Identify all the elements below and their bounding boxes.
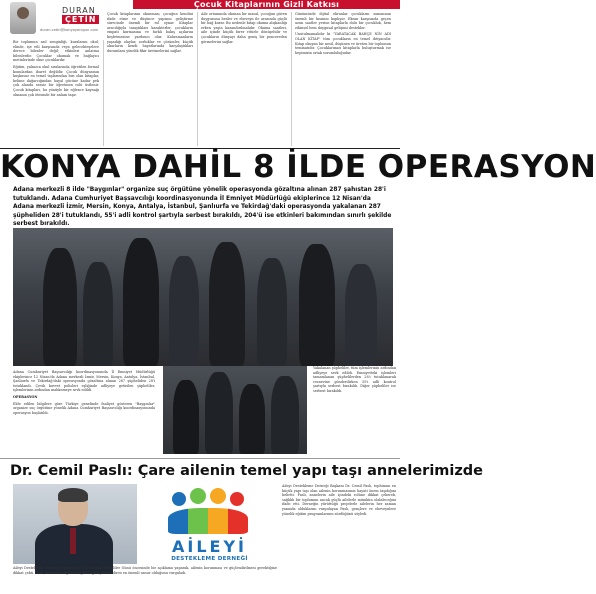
column-body: Aile ortamında okunan bir masal, çocuğun güven duygusunu besler ve ebeveyn ile arasında güçlü bir bağ kurar. Bu nedenle kitap okuma alışkanlığı erken yaşta kazandırılmalıdır. Okuma saatleri, aile içinde küçük birer ritüele dönüşebilir ve çocukların dünyayı daha geniş bir pencereden görmelerini sağlar. bbox=[201, 12, 287, 44]
portrait-hair bbox=[58, 488, 88, 502]
article-column-2 bbox=[107, 12, 193, 146]
main-lead: Adana merkezli 8 ilde "Baygınlar" organize suç örgütüne yönelik operasyonda gözaltına alınan 287 şahıstan 28'i tutuklandı. Adana Cumhuriyet Başsavcılığı koordinasyonunda İl Emniyet Müdürlüğü ekiplerince 12 Nisan'da Adana merkezli İzmir, Mersin, Konya, Antalya, İstanbul, Şanlıurfa ve Tekirdağ'daki operasyonda yakalanan 287 şüpheliden 28'i tutuklandı, 55'i adli kontrol şartıyla serbest bırakıldı, 204'ü ise etkinleri bakımından sınırlı şekilde serbest bırakıldı. bbox=[13, 187, 392, 228]
portrait-tie bbox=[70, 528, 76, 554]
story-divider bbox=[0, 458, 400, 459]
columnist-first-name: DURAN bbox=[62, 6, 96, 15]
columnist-avatar bbox=[10, 2, 36, 34]
main-photo bbox=[13, 228, 393, 366]
photo-figure bbox=[169, 256, 199, 366]
news-paragraph: Aileyi Destekleme Derneği Başkanı Dr. Cemil Paslı, toplumun en küçük yapı taşı olan ailenin korunmasının hayati önem taşıdığını belirtti. Paslı, annelerin aile içindeki rolüne dikkat çekerek, sağlıklı bir toplumun ancak güçlü ailelerle mümkün olabileceğini ifade etti. Derneğin yürüttüğü projelerle ailelerin her zaman yanında olduklarını vurgulayan Paslı, gençlere ve ebeveynlere yönelik eğitim programlarının sürdüğünü söyledi. bbox=[282, 484, 396, 516]
logo-figure-icon bbox=[190, 488, 206, 504]
second-story-body-right bbox=[282, 484, 396, 592]
second-story-title[interactable]: Dr. Cemil Paslı: Çare ailenin temel yapı taşı annelerimizde bbox=[10, 463, 484, 479]
portrait-photo bbox=[13, 484, 137, 564]
photo-figure bbox=[205, 372, 233, 454]
section-banner: Çocuk Kitaplarının Gizli Katkısı bbox=[133, 0, 400, 9]
article-column-3 bbox=[201, 12, 287, 146]
main-headline[interactable]: KONYA DAHİL 8 İLDE OPERASYON bbox=[0, 149, 596, 185]
columnist-email[interactable]: duran.cetin@konyayenigun.com bbox=[40, 28, 99, 32]
logo-figure-icon bbox=[172, 492, 186, 506]
photo-figure bbox=[239, 384, 265, 454]
news-paragraph: Yakalanan şüpheliler, tüm işlemlerinin ardından adliyeye sevk edildi. Emniyetteki işlemleri tamamlanan şüphelilerden 28'i tutuklanarak cezaevine gönderilirken 55'i adli kontrol şartıyla serbest bırakıldı. Diğer şüpheliler ise serbest bırakıldı. bbox=[313, 366, 396, 393]
photo-figure bbox=[209, 242, 245, 366]
photo-figure bbox=[271, 376, 299, 454]
news-body-left bbox=[13, 370, 155, 456]
inset-photo bbox=[163, 366, 307, 454]
news-paragraph: Aileyi Destekleme Derneği Başkanı Dr. Cemil Paslı Sevgililer Günü öncesinde bir açıklama yaparak, ailenin korunması ve güçlendirilmesi gerektiğine dikkat çekti. Paslı, annelerin toplumun geleceğini şekillendiren en önemli unsur olduğunu vurguladı. bbox=[13, 566, 277, 575]
logo-subtitle: DESTEKLEME DERNEĞİ bbox=[171, 556, 248, 562]
column-divider bbox=[197, 12, 198, 146]
logo-bodies-icon bbox=[168, 508, 248, 534]
logo-figure-icon bbox=[210, 488, 226, 504]
column-body: Çocuk kitaplarının okunması, çocuğun kendini ifade etme ve düşünce yapısını geliştirme sürecinde önemli bir rol oynar. Kitaplar aracılığıyla tanıştıkları karakterler, çocukların empati kurmasına ve farklı bakış açılarını keşfetmesine yardımcı olur. Kahramanların yaşadığı olaylar, zorluklar ve çözümler, küçük okurların kendi hayatlarında karşılaştıkları durumlara yönelik fikir üretmelerini sağlar. bbox=[107, 12, 193, 53]
photo-figure bbox=[83, 262, 113, 366]
photo-figure bbox=[257, 258, 287, 366]
column-divider bbox=[291, 12, 292, 146]
photo-figure bbox=[173, 380, 199, 454]
article-column-4 bbox=[295, 12, 391, 146]
photo-figure bbox=[345, 264, 377, 366]
column-body: Eğitim, yalnızca okul sıralarında öğretilen formal konulardan ibaret değildir. Çocuk dünyasının kuşkusuz en temel taşlarından biri olan kitaplar, kelime dağarcığından hayal gücüne kadar pek çok alanda sessiz bir öğretmen rolü üstlenir. Çocuk kitapları, bu yönüyle bir eğlence kaynağı olmanın çok ötesinde bir anlam taşır. bbox=[13, 64, 99, 97]
column-intro: Bir toplumun asıl zenginliği, kuralarını okul; elinde, işe etli karşısında veya gelecekteşelere derece bilenler değil; etkinleri anlatma bilenlerdir. Çocuklar okumak ve bağlayıcı metinlerinde okur çocuklardır. bbox=[13, 40, 99, 63]
column-body: Günümüzde dijital ekranlar çocukların zamanının önemli bir kısmını kaplıyor. Ekran karşısında geçen uzun saatler yerine kitaplarla dolu bir çocukluk, hem zihinsel hem duygusal gelişimi destekler. bbox=[295, 12, 391, 30]
photo-figure bbox=[43, 248, 77, 366]
column-highlight: Unutulmamalıdır ki "YARATACAK BAHÇE NİN ADI OLAN KİTAP" tüm çocukların en temel ihtiyacıdır. Kitap okuyan bir nesil, düşünen ve üreten bir toplumun teminatıdır. Çocuklarımızı kitaplarla buluşturmak ise hepimizin ortak sorumluluğudur. bbox=[295, 32, 391, 55]
columnist-last-name: ÇETİN bbox=[62, 15, 99, 24]
photo-figure bbox=[299, 244, 335, 366]
photo-figure bbox=[123, 238, 159, 366]
logo-figure-icon bbox=[230, 492, 244, 506]
logo-wordmark: AİLEYİ bbox=[172, 537, 247, 556]
news-subhead: OPERASYON bbox=[13, 394, 38, 399]
news-paragraph: Adana Cumhuriyet Başsavcılığı koordinasyonunda İl Emniyet Müdürlüğü ekiplerince 12 Nisan'da Adana merkezli İzmir, Mersin, Konya, Antalya, İstanbul, Şanlıurfa ve Tekirdağ'daki operasyonda gözaltına alınan 287 şüpheliden 28'i tutuklandı. Çevik kuvvet polisleri eşliğinde adliyeye getirilen şüpheliler, işlemlerinin ardından mahkemeye sevk edildi. bbox=[13, 370, 155, 393]
article-column-1 bbox=[13, 40, 99, 146]
column-divider bbox=[103, 40, 104, 146]
news-paragraph: Elde edilen bilgilere göre Türkiye genelinde faaliyet gösteren "Baygınlar" organize suç örgütüne yönelik Adana Cumhuriyet Başsavcılığı koordinasyonunda operasyon başlatıldı. bbox=[13, 401, 155, 415]
second-story-body-bottom bbox=[13, 566, 277, 594]
news-body-right bbox=[313, 366, 396, 452]
